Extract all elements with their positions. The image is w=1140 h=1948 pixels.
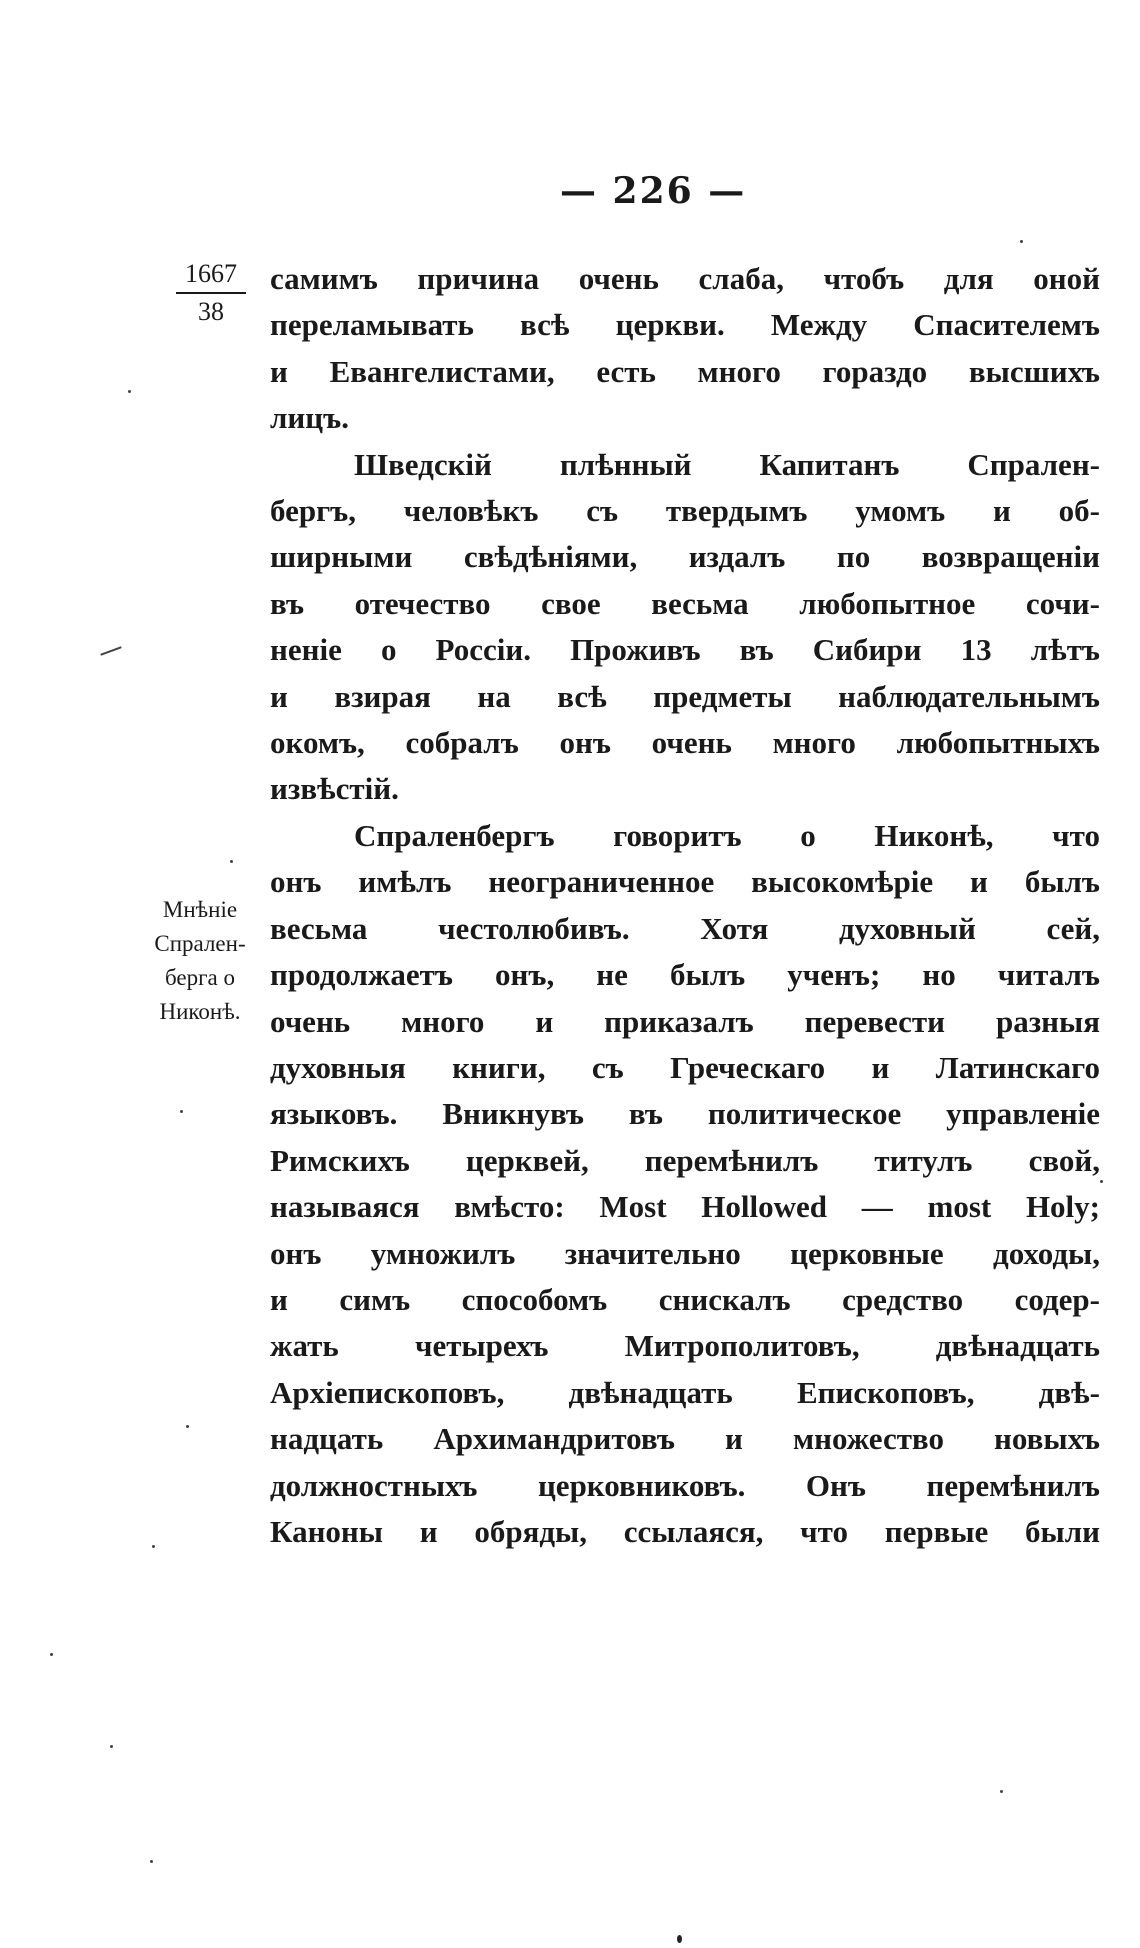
print-speck xyxy=(230,860,233,863)
text-line: извѣстій. xyxy=(270,771,399,807)
margin-note-line: берга о xyxy=(165,965,235,990)
text-line: Спраленбергъ говоритъ о Никонѣ, что xyxy=(354,817,1100,853)
text-line: весьма честолюбивъ. Хотя духовный сей, xyxy=(270,910,1100,946)
text-line: продолжаетъ онъ, не былъ ученъ; но читалъ xyxy=(270,957,1100,993)
text-line: самимъ причина очень слаба, чтобъ для оной xyxy=(270,261,1100,296)
text-line: Каноны и обряды, ссылаяся, что первые были xyxy=(270,1513,1100,1549)
margin-date-sub: 38 xyxy=(198,297,224,326)
text-line: Архіепископовъ, двѣнадцать Епископовъ, двѣ- xyxy=(270,1374,1100,1410)
print-speck xyxy=(1100,1180,1103,1183)
body-text xyxy=(270,256,1100,1555)
text-line: и Евангелистами, есть много гораздо высшихъ xyxy=(270,353,1100,389)
text-line: надцать Архимандритовъ и множество новыхъ xyxy=(270,1421,1100,1457)
text-line: неніе о Россіи. Проживъ въ Сибири 13 лѣтъ xyxy=(270,632,1100,668)
print-speck xyxy=(186,1425,189,1428)
text-line: переламывать всѣ церкви. Между Спасителемъ xyxy=(270,307,1100,343)
text-line: называяся вмѣсто: Most Hollowed — most Holy; xyxy=(270,1189,1100,1225)
print-speck xyxy=(100,646,121,655)
text-line: окомъ, собралъ онъ очень много любопытныхъ xyxy=(270,725,1100,761)
margin-note-line: Никонѣ. xyxy=(159,999,241,1024)
print-speck xyxy=(128,390,131,393)
text-line: очень много и приказалъ перевести разныя xyxy=(270,1003,1100,1039)
text-line: и взирая на всѣ предметы наблюдательнымъ xyxy=(270,678,1100,714)
text-line: должностныхъ церковниковъ. Онъ перемѣнилъ xyxy=(270,1467,1100,1503)
text-line: онъ имѣлъ неограниченное высокомѣріе и былъ xyxy=(270,864,1100,900)
margin-note xyxy=(140,893,260,1029)
text-line: бергъ, человѣкъ съ твердымъ умомъ и об- xyxy=(270,493,1100,529)
text-line: онъ умножилъ значительно церковные доходы, xyxy=(270,1235,1100,1271)
text-line: и симъ способомъ снискалъ средство содер- xyxy=(270,1281,1100,1317)
print-speck xyxy=(677,1935,682,1943)
text-line: ширными свѣдѣніями, издалъ по возвращеніи xyxy=(270,539,1100,575)
margin-note-line: Мнѣніе xyxy=(162,897,238,922)
margin-date xyxy=(176,258,246,328)
page-number: — 226 — xyxy=(560,170,747,212)
print-speck xyxy=(50,1653,53,1656)
text-line: въ отечество свое весьма любопытное сочи- xyxy=(270,585,1100,621)
margin-note-line: Спрален- xyxy=(154,931,246,956)
print-speck xyxy=(1000,1790,1003,1793)
text-line: Шведскій плѣнный Капитанъ Спрален- xyxy=(354,446,1100,482)
text-line: жать четырехъ Митрополитовъ, двѣнадцать xyxy=(270,1328,1100,1364)
print-speck xyxy=(152,1545,155,1548)
print-speck xyxy=(180,1110,183,1113)
print-speck xyxy=(1020,240,1023,243)
margin-date-year: 1667 xyxy=(176,258,246,294)
text-line: лицъ. xyxy=(270,400,349,436)
text-line: духовныя книги, съ Греческаго и Латинскаго xyxy=(270,1049,1100,1085)
print-speck xyxy=(150,1860,153,1863)
print-speck xyxy=(110,1745,113,1748)
text-line: языковъ. Вникнувъ въ политическое управленіе xyxy=(270,1096,1100,1132)
text-line: Римскихъ церквей, перемѣнилъ титулъ свой, xyxy=(270,1142,1100,1178)
